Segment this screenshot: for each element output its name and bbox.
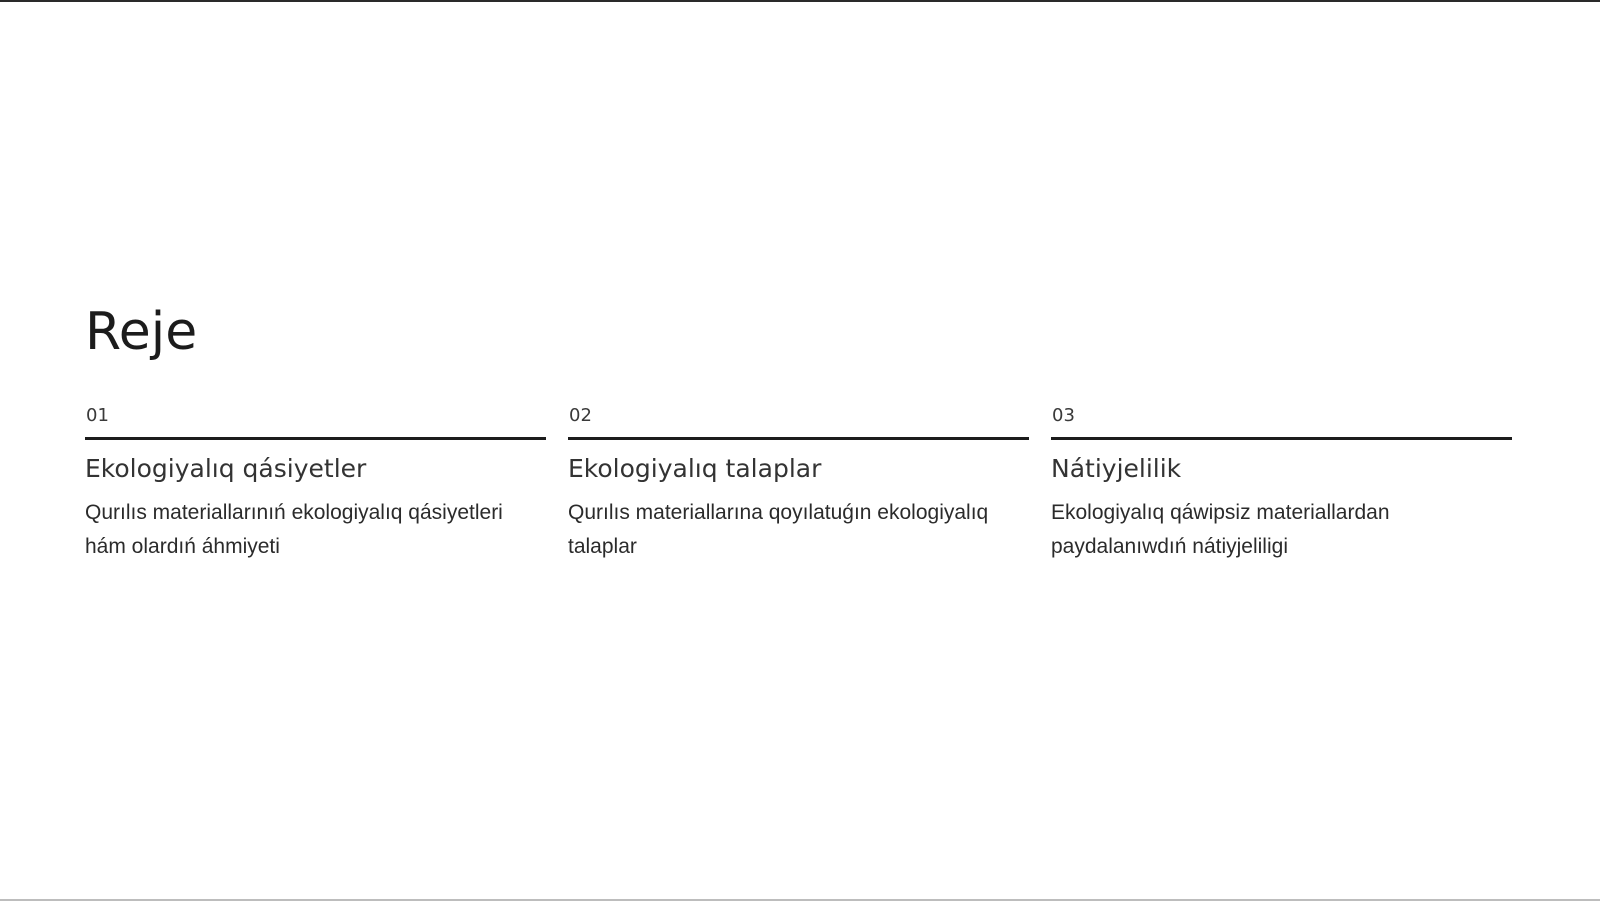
agenda-item-divider (1051, 437, 1512, 440)
agenda-item-2 (568, 404, 1029, 564)
agenda-item-description: Qurılıs materiallarına qoyılatuǵın ekologiyalıq talaplar (568, 501, 989, 558)
slide-title: Reje (85, 302, 198, 362)
top-border-line (0, 0, 1600, 2)
agenda-item-divider (568, 437, 1029, 440)
agenda-item-heading: Ekologiyalıq qásiyetler (85, 454, 367, 483)
agenda-item-divider (85, 437, 546, 440)
agenda-item-1 (85, 404, 546, 564)
agenda-item-3 (1051, 404, 1512, 564)
agenda-item-number: 03 (1052, 405, 1075, 426)
agenda-item-heading: Ekologiyalıq talaplar (568, 454, 822, 483)
agenda-columns (85, 404, 1513, 604)
agenda-item-number: 02 (569, 405, 592, 426)
agenda-item-description: Qurılıs materiallarınıń ekologiyalıq qásiyetleri hám olardıń áhmiyeti (85, 501, 503, 558)
agenda-item-number: 01 (86, 405, 109, 426)
agenda-item-description: Ekologiyalıq qáwipsiz materiallardan paydalanıwdıń nátiyjeliligi (1051, 501, 1390, 558)
agenda-item-heading: Nátiyjelilik (1051, 454, 1182, 483)
